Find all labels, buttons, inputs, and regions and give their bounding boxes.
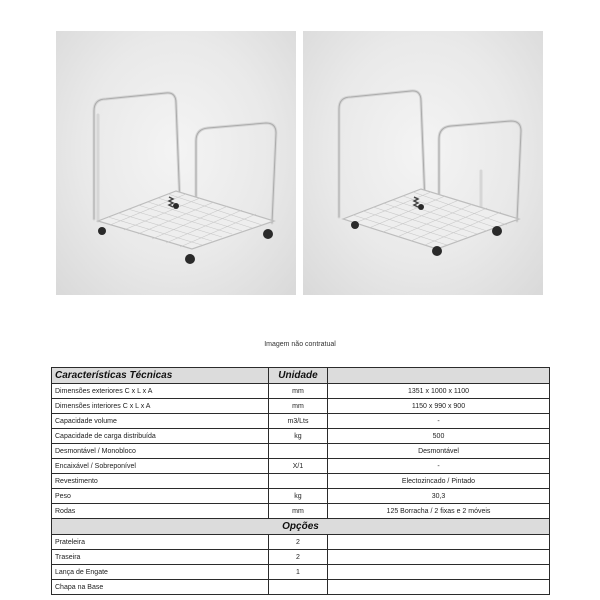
option-label: Prateleira [52,535,269,550]
option-quantity: 2 [269,550,328,565]
row-value: 500 [328,429,550,444]
cart-illustration [56,31,296,295]
image-disclaimer: Imagem não contratual [264,341,336,348]
row-unit [269,474,328,489]
product-photo-right [303,31,543,295]
table-row [52,429,550,444]
table-row [52,459,550,474]
row-unit: kg [269,429,328,444]
option-value [328,535,550,550]
table-row [52,399,550,414]
table-row [52,444,550,459]
row-value: - [328,414,550,429]
option-quantity [269,580,328,595]
product-photo-left [56,31,296,295]
row-label: Rodas [52,504,269,519]
row-label: Dimensões interiores C x L x A [52,399,269,414]
option-row [52,535,550,550]
option-label: Lança de Engate [52,565,269,580]
table-row [52,474,550,489]
option-row [52,580,550,595]
row-label: Desmontável / Monobloco [52,444,269,459]
table-row [52,489,550,504]
row-value: Electozincado / Pintado [328,474,550,489]
table-row [52,414,550,429]
table-row [52,384,550,399]
row-label: Dimensões exteriores C x L x A [52,384,269,399]
table-header-row [52,368,550,384]
option-label: Traseira [52,550,269,565]
option-value [328,580,550,595]
header-unit: Unidade [269,368,328,384]
option-label: Chapa na Base [52,580,269,595]
option-value [328,565,550,580]
option-value [328,550,550,565]
row-label: Capacidade de carga distribuída [52,429,269,444]
row-label: Encaixável / Sobreponível [52,459,269,474]
option-quantity: 2 [269,535,328,550]
row-label: Peso [52,489,269,504]
row-unit [269,444,328,459]
row-unit: mm [269,399,328,414]
row-value: Desmontável [328,444,550,459]
row-label: Capacidade volume [52,414,269,429]
row-value: - [328,459,550,474]
option-quantity: 1 [269,565,328,580]
row-unit: X/1 [269,459,328,474]
cart-with-bar-illustration [303,31,543,295]
row-unit: m3/Lts [269,414,328,429]
options-section-header [52,519,550,535]
row-value: 1150 x 990 x 900 [328,399,550,414]
row-value: 30,3 [328,489,550,504]
row-value: 1351 x 1000 x 1100 [328,384,550,399]
row-value: 125 Borracha / 2 fixas e 2 móveis [328,504,550,519]
option-row [52,550,550,565]
header-value [328,368,550,384]
options-title: Opções [52,519,550,535]
technical-specs-table [51,367,550,595]
option-row [52,565,550,580]
header-characteristics: Características Técnicas [52,368,269,384]
table-row [52,504,550,519]
row-unit: kg [269,489,328,504]
row-unit: mm [269,504,328,519]
row-unit: mm [269,384,328,399]
row-label: Revestimento [52,474,269,489]
